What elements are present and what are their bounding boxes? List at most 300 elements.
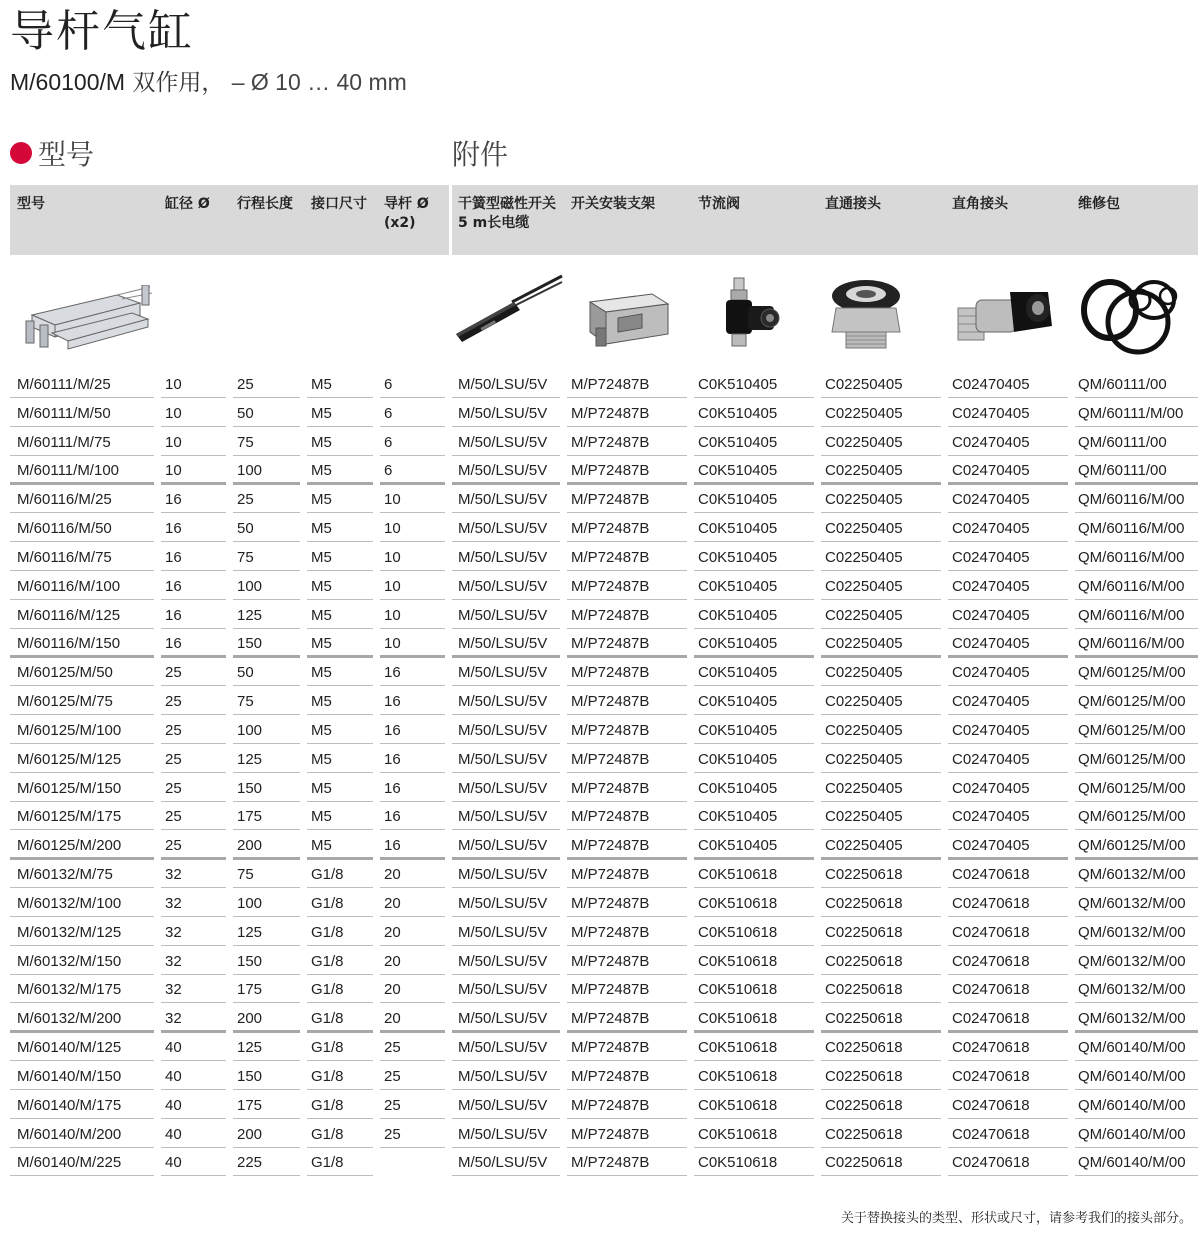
row-rule	[567, 945, 687, 946]
table-cell: C02470618	[952, 924, 1030, 941]
row-rule	[567, 599, 687, 600]
table-cell: C0K510618	[698, 895, 778, 912]
row-rule	[821, 1175, 941, 1176]
table-cell: G1/8	[311, 1039, 344, 1056]
table-cell: M/50/LSU/5V	[458, 491, 548, 508]
row-rule	[948, 1175, 1068, 1176]
table-cell: M/P72487B	[571, 837, 650, 854]
row-rule	[567, 426, 687, 427]
row-rule	[307, 887, 373, 888]
table-cell: M5	[311, 808, 332, 825]
table-row	[0, 543, 1200, 572]
table-cell: QM/60125/M/00	[1078, 751, 1186, 768]
table-cell: 150	[237, 780, 263, 797]
table-cell: 125	[237, 751, 263, 768]
row-rule	[10, 570, 154, 571]
table-row	[0, 1004, 1200, 1033]
table-cell: M/60140/M/175	[17, 1097, 122, 1114]
table-cell: C02250618	[825, 895, 903, 912]
table-cell: M/60132/M/150	[17, 953, 122, 970]
table-cell: M/60125/M/200	[17, 837, 122, 854]
row-rule	[10, 541, 154, 542]
table-cell: 20	[384, 1010, 401, 1027]
row-rule	[161, 599, 226, 600]
row-rule	[161, 1175, 226, 1176]
table-cell: M/60111/M/75	[17, 434, 111, 451]
table-cell: C02470405	[952, 751, 1030, 768]
table-cell: M5	[311, 607, 332, 624]
row-rule	[307, 512, 373, 513]
row-rule	[233, 1089, 300, 1090]
row-rule	[1075, 426, 1198, 427]
table-cell: M/P72487B	[571, 953, 650, 970]
table-cell: C02470405	[952, 664, 1030, 681]
series-code: M/60100/M	[10, 69, 126, 95]
row-rule	[380, 397, 445, 398]
row-rule	[821, 541, 941, 542]
table-cell: 10	[165, 405, 182, 422]
row-rule	[1075, 714, 1198, 715]
row-rule	[161, 512, 226, 513]
table-cell: C02470405	[952, 693, 1030, 710]
table-cell: QM/60132/M/00	[1078, 924, 1186, 941]
row-rule	[452, 599, 560, 600]
row-rule	[948, 1118, 1068, 1119]
table-cell: M/50/LSU/5V	[458, 1154, 548, 1171]
table-cell: M/P72487B	[571, 549, 650, 566]
table-cell: C02250405	[825, 549, 903, 566]
table-cell: M5	[311, 780, 332, 797]
row-rule	[948, 1089, 1068, 1090]
table-cell: QM/60116/M/00	[1078, 491, 1185, 508]
row-rule	[948, 743, 1068, 744]
table-cell: 40	[165, 1126, 182, 1143]
table-cell: M5	[311, 722, 332, 739]
row-rule	[233, 397, 300, 398]
row-rule	[233, 685, 300, 686]
row-rule	[948, 397, 1068, 398]
table-cell: 32	[165, 924, 182, 941]
table-cell: 6	[384, 405, 393, 422]
table-cell: M5	[311, 520, 332, 537]
table-cell: C02470618	[952, 1126, 1030, 1143]
bore-range: – Ø 10 … 40 mm	[231, 69, 407, 95]
table-cell: 16	[165, 607, 182, 624]
table-cell: C02470618	[952, 895, 1030, 912]
row-rule	[694, 570, 814, 571]
table-cell: 25	[165, 693, 182, 710]
row-rule	[380, 1118, 445, 1119]
table-cell: 32	[165, 1010, 182, 1027]
row-rule	[1075, 772, 1198, 773]
table-row	[0, 485, 1200, 514]
table-cell: M5	[311, 837, 332, 854]
row-rule	[948, 541, 1068, 542]
table-cell: M/50/LSU/5V	[458, 1039, 548, 1056]
row-rule	[161, 541, 226, 542]
table-cell: 200	[237, 1010, 263, 1027]
row-rule	[567, 1060, 687, 1061]
row-rule	[380, 512, 445, 513]
table-cell: C02250405	[825, 376, 903, 393]
table-cell: 32	[165, 953, 182, 970]
table-cell: M/50/LSU/5V	[458, 405, 548, 422]
table-cell: M5	[311, 376, 332, 393]
table-cell: M/P72487B	[571, 491, 650, 508]
table-cell: M/50/LSU/5V	[458, 895, 548, 912]
row-rule	[948, 426, 1068, 427]
table-cell: 32	[165, 895, 182, 912]
row-rule	[1075, 1118, 1198, 1119]
table-row	[0, 918, 1200, 947]
table-row	[0, 947, 1200, 976]
hdr-seal-kit: 维修包	[1078, 196, 1120, 212]
row-rule	[452, 772, 560, 773]
table-cell: C02250618	[825, 1039, 903, 1056]
table-cell: C02470618	[952, 1010, 1030, 1027]
row-rule	[233, 1118, 300, 1119]
table-cell: 75	[237, 434, 254, 451]
table-row	[0, 370, 1200, 399]
table-cell: QM/60116/M/00	[1078, 549, 1185, 566]
table-cell: C02250405	[825, 635, 903, 652]
row-rule	[10, 714, 154, 715]
table-cell: C0K510405	[698, 722, 778, 739]
row-rule	[694, 714, 814, 715]
table-cell: M/P72487B	[571, 578, 650, 595]
table-cell: C02250618	[825, 1010, 903, 1027]
row-rule	[821, 397, 941, 398]
table-cell: QM/60132/M/00	[1078, 1010, 1186, 1027]
row-rule	[694, 599, 814, 600]
row-rule	[233, 426, 300, 427]
table-cell: C02250405	[825, 462, 903, 479]
table-cell: M/60111/M/25	[17, 376, 111, 393]
table-cell: G1/8	[311, 981, 344, 998]
table-cell: C0K510618	[698, 924, 778, 941]
row-rule	[694, 426, 814, 427]
table-cell: C0K510618	[698, 981, 778, 998]
table-row	[0, 1033, 1200, 1062]
row-rule	[452, 916, 560, 917]
table-row	[0, 601, 1200, 630]
table-cell: QM/60125/M/00	[1078, 780, 1186, 797]
row-rule	[380, 541, 445, 542]
row-rule	[567, 772, 687, 773]
table-cell: 16	[384, 693, 401, 710]
table-row	[0, 889, 1200, 918]
table-cell: QM/60140/M/00	[1078, 1097, 1186, 1114]
table-cell: M/50/LSU/5V	[458, 462, 548, 479]
table-cell: M5	[311, 635, 332, 652]
row-rule	[1075, 1002, 1198, 1003]
row-rule	[233, 570, 300, 571]
table-cell: C02250405	[825, 780, 903, 797]
row-rule	[307, 599, 373, 600]
table-cell: 16	[384, 837, 401, 854]
table-cell: 32	[165, 866, 182, 883]
row-rule	[380, 426, 445, 427]
table-row	[0, 456, 1200, 485]
row-rule	[948, 887, 1068, 888]
table-cell: M/50/LSU/5V	[458, 953, 548, 970]
table-cell: M5	[311, 462, 332, 479]
row-rule	[1075, 570, 1198, 571]
hdr-straight-fitting: 直通接头	[825, 196, 881, 212]
row-rule	[10, 1118, 154, 1119]
table-cell: 16	[384, 722, 401, 739]
row-rule	[694, 772, 814, 773]
row-rule	[10, 1060, 154, 1061]
row-rule	[307, 1002, 373, 1003]
table-cell: 10	[165, 434, 182, 451]
table-cell: G1/8	[311, 953, 344, 970]
row-rule	[380, 599, 445, 600]
table-cell: 32	[165, 981, 182, 998]
row-rule	[1075, 599, 1198, 600]
row-rule	[567, 397, 687, 398]
table-row	[0, 514, 1200, 543]
row-rule	[821, 1002, 941, 1003]
row-rule	[380, 945, 445, 946]
table-cell: C0K510618	[698, 866, 778, 883]
row-rule	[452, 397, 560, 398]
row-rule	[10, 397, 154, 398]
row-rule	[10, 1089, 154, 1090]
row-rule	[452, 714, 560, 715]
row-rule	[452, 1175, 560, 1176]
row-rule	[821, 772, 941, 773]
table-cell: M/50/LSU/5V	[458, 1097, 548, 1114]
table-cell: M/50/LSU/5V	[458, 607, 548, 624]
table-cell: 6	[384, 376, 393, 393]
table-cell: 16	[384, 664, 401, 681]
table-cell: C02470618	[952, 1154, 1030, 1171]
table-cell: G1/8	[311, 895, 344, 912]
row-rule	[161, 1060, 226, 1061]
row-rule	[567, 829, 687, 830]
table-cell: 10	[384, 607, 401, 624]
table-cell: QM/60140/M/00	[1078, 1126, 1186, 1143]
table-cell: 6	[384, 462, 393, 479]
row-rule	[567, 541, 687, 542]
row-rule	[10, 945, 154, 946]
table-row	[0, 1091, 1200, 1120]
table-cell: C0K510405	[698, 607, 778, 624]
row-rule	[233, 512, 300, 513]
page-subtitle	[10, 67, 407, 98]
row-rule	[948, 1002, 1068, 1003]
table-cell: QM/60116/M/00	[1078, 635, 1185, 652]
row-rule	[452, 541, 560, 542]
table-cell: M5	[311, 434, 332, 451]
row-rule	[452, 945, 560, 946]
table-cell: C02470405	[952, 434, 1030, 451]
guided-cylinder-icon	[22, 285, 154, 355]
row-rule	[694, 685, 814, 686]
table-cell: 10	[384, 549, 401, 566]
table-cell: C02470405	[952, 837, 1030, 854]
table-row	[0, 687, 1200, 716]
table-cell: M/P72487B	[571, 607, 650, 624]
table-cell: QM/60125/M/00	[1078, 693, 1186, 710]
table-cell: QM/60125/M/00	[1078, 837, 1186, 854]
table-cell: M/P72487B	[571, 693, 650, 710]
row-rule	[567, 887, 687, 888]
table-cell: M/50/LSU/5V	[458, 549, 548, 566]
table-cell: C0K510618	[698, 1154, 778, 1171]
table-cell: C0K510405	[698, 549, 778, 566]
table-cell: 175	[237, 1097, 263, 1114]
row-rule	[567, 1089, 687, 1090]
row-rule	[821, 599, 941, 600]
table-cell: QM/60132/M/00	[1078, 895, 1186, 912]
row-rule	[233, 1060, 300, 1061]
row-rule	[380, 714, 445, 715]
table-cell: QM/60125/M/00	[1078, 808, 1186, 825]
table-cell: 25	[237, 491, 254, 508]
hdr-flow-valve: 节流阀	[698, 196, 740, 212]
table-cell: C0K510405	[698, 462, 778, 479]
table-cell: 16	[165, 549, 182, 566]
table-cell: 10	[165, 462, 182, 479]
row-rule	[452, 570, 560, 571]
table-cell: C0K510405	[698, 635, 778, 652]
table-cell: 150	[237, 635, 263, 652]
flow-valve-icon	[718, 276, 782, 352]
table-cell: 125	[237, 1039, 263, 1056]
row-rule	[161, 916, 226, 917]
table-cell: 175	[237, 981, 263, 998]
row-rule	[233, 945, 300, 946]
row-rule	[452, 426, 560, 427]
row-rule	[694, 397, 814, 398]
row-rule	[161, 570, 226, 571]
table-cell: C02470618	[952, 953, 1030, 970]
table-cell: 100	[237, 895, 263, 912]
switch-bracket-icon	[582, 288, 674, 352]
row-rule	[307, 829, 373, 830]
row-rule	[307, 1089, 373, 1090]
row-rule	[1075, 945, 1198, 946]
table-cell: M/50/LSU/5V	[458, 924, 548, 941]
table-cell: C02470618	[952, 1097, 1030, 1114]
table-cell: G1/8	[311, 1097, 344, 1114]
table-row	[0, 774, 1200, 803]
table-cell: C02250405	[825, 520, 903, 537]
row-rule	[452, 887, 560, 888]
row-rule	[10, 1175, 154, 1176]
table-cell: C0K510405	[698, 434, 778, 451]
row-rule	[567, 570, 687, 571]
table-cell: 40	[165, 1039, 182, 1056]
table-cell: 20	[384, 895, 401, 912]
row-rule	[567, 512, 687, 513]
row-rule	[821, 1060, 941, 1061]
table-cell: M/60132/M/175	[17, 981, 122, 998]
row-rule	[380, 1002, 445, 1003]
table-cell: QM/60111/M/00	[1078, 405, 1184, 422]
table-cell: M/50/LSU/5V	[458, 376, 548, 393]
table-cell: M/50/LSU/5V	[458, 693, 548, 710]
hdr-model: 型号	[17, 196, 45, 212]
table-cell: M/60132/M/125	[17, 924, 122, 941]
row-rule	[10, 1002, 154, 1003]
table-cell: C02250405	[825, 751, 903, 768]
table-cell: G1/8	[311, 1010, 344, 1027]
row-rule	[694, 829, 814, 830]
row-rule	[948, 916, 1068, 917]
table-cell: C0K510405	[698, 578, 778, 595]
row-rule	[694, 887, 814, 888]
table-cell: C02250618	[825, 981, 903, 998]
table-cell: C02250405	[825, 693, 903, 710]
table-cell: M/P72487B	[571, 434, 650, 451]
row-rule	[10, 743, 154, 744]
table-cell: C02470618	[952, 981, 1030, 998]
table-row	[0, 428, 1200, 457]
table-cell: C02470405	[952, 462, 1030, 479]
table-cell: 75	[237, 866, 254, 883]
table-cell: 16	[165, 578, 182, 595]
action-type: 双作用，	[132, 70, 225, 96]
table-cell: M/P72487B	[571, 924, 650, 941]
table-cell: G1/8	[311, 1154, 344, 1171]
row-rule	[307, 570, 373, 571]
row-rule	[380, 1060, 445, 1061]
row-rule	[233, 887, 300, 888]
row-rule	[948, 1060, 1068, 1061]
table-cell: M/60116/M/125	[17, 607, 121, 624]
row-rule	[452, 743, 560, 744]
table-row	[0, 1148, 1200, 1177]
table-cell: M5	[311, 693, 332, 710]
row-rule	[1075, 916, 1198, 917]
table-cell: 50	[237, 520, 254, 537]
table-cell: 25	[165, 837, 182, 854]
section-models-label: 型号	[38, 138, 95, 171]
table-cell: 10	[384, 491, 401, 508]
hdr-elbow-fitting: 直角接头	[952, 196, 1008, 212]
row-rule	[233, 599, 300, 600]
row-rule	[1075, 887, 1198, 888]
table-cell: M/60125/M/100	[17, 722, 122, 739]
table-cell: M/P72487B	[571, 808, 650, 825]
table-cell: M5	[311, 405, 332, 422]
table-cell: 10	[384, 520, 401, 537]
table-cell: M/50/LSU/5V	[458, 1068, 548, 1085]
row-rule	[694, 1060, 814, 1061]
reed-switch-icon	[452, 272, 564, 347]
row-rule	[307, 541, 373, 542]
table-cell: QM/60111/00	[1078, 434, 1167, 451]
table-row	[0, 745, 1200, 774]
table-cell: M/P72487B	[571, 462, 650, 479]
row-rule	[380, 887, 445, 888]
table-cell: M/P72487B	[571, 520, 650, 537]
table-cell: M/60125/M/75	[17, 693, 113, 710]
row-rule	[10, 772, 154, 773]
row-rule	[233, 714, 300, 715]
row-rule	[821, 916, 941, 917]
table-cell: M/50/LSU/5V	[458, 1010, 548, 1027]
row-rule	[567, 916, 687, 917]
table-cell: C02250405	[825, 837, 903, 854]
table-cell: M/P72487B	[571, 981, 650, 998]
row-rule	[694, 512, 814, 513]
table-cell: C0K510405	[698, 837, 778, 854]
row-rule	[161, 1002, 226, 1003]
